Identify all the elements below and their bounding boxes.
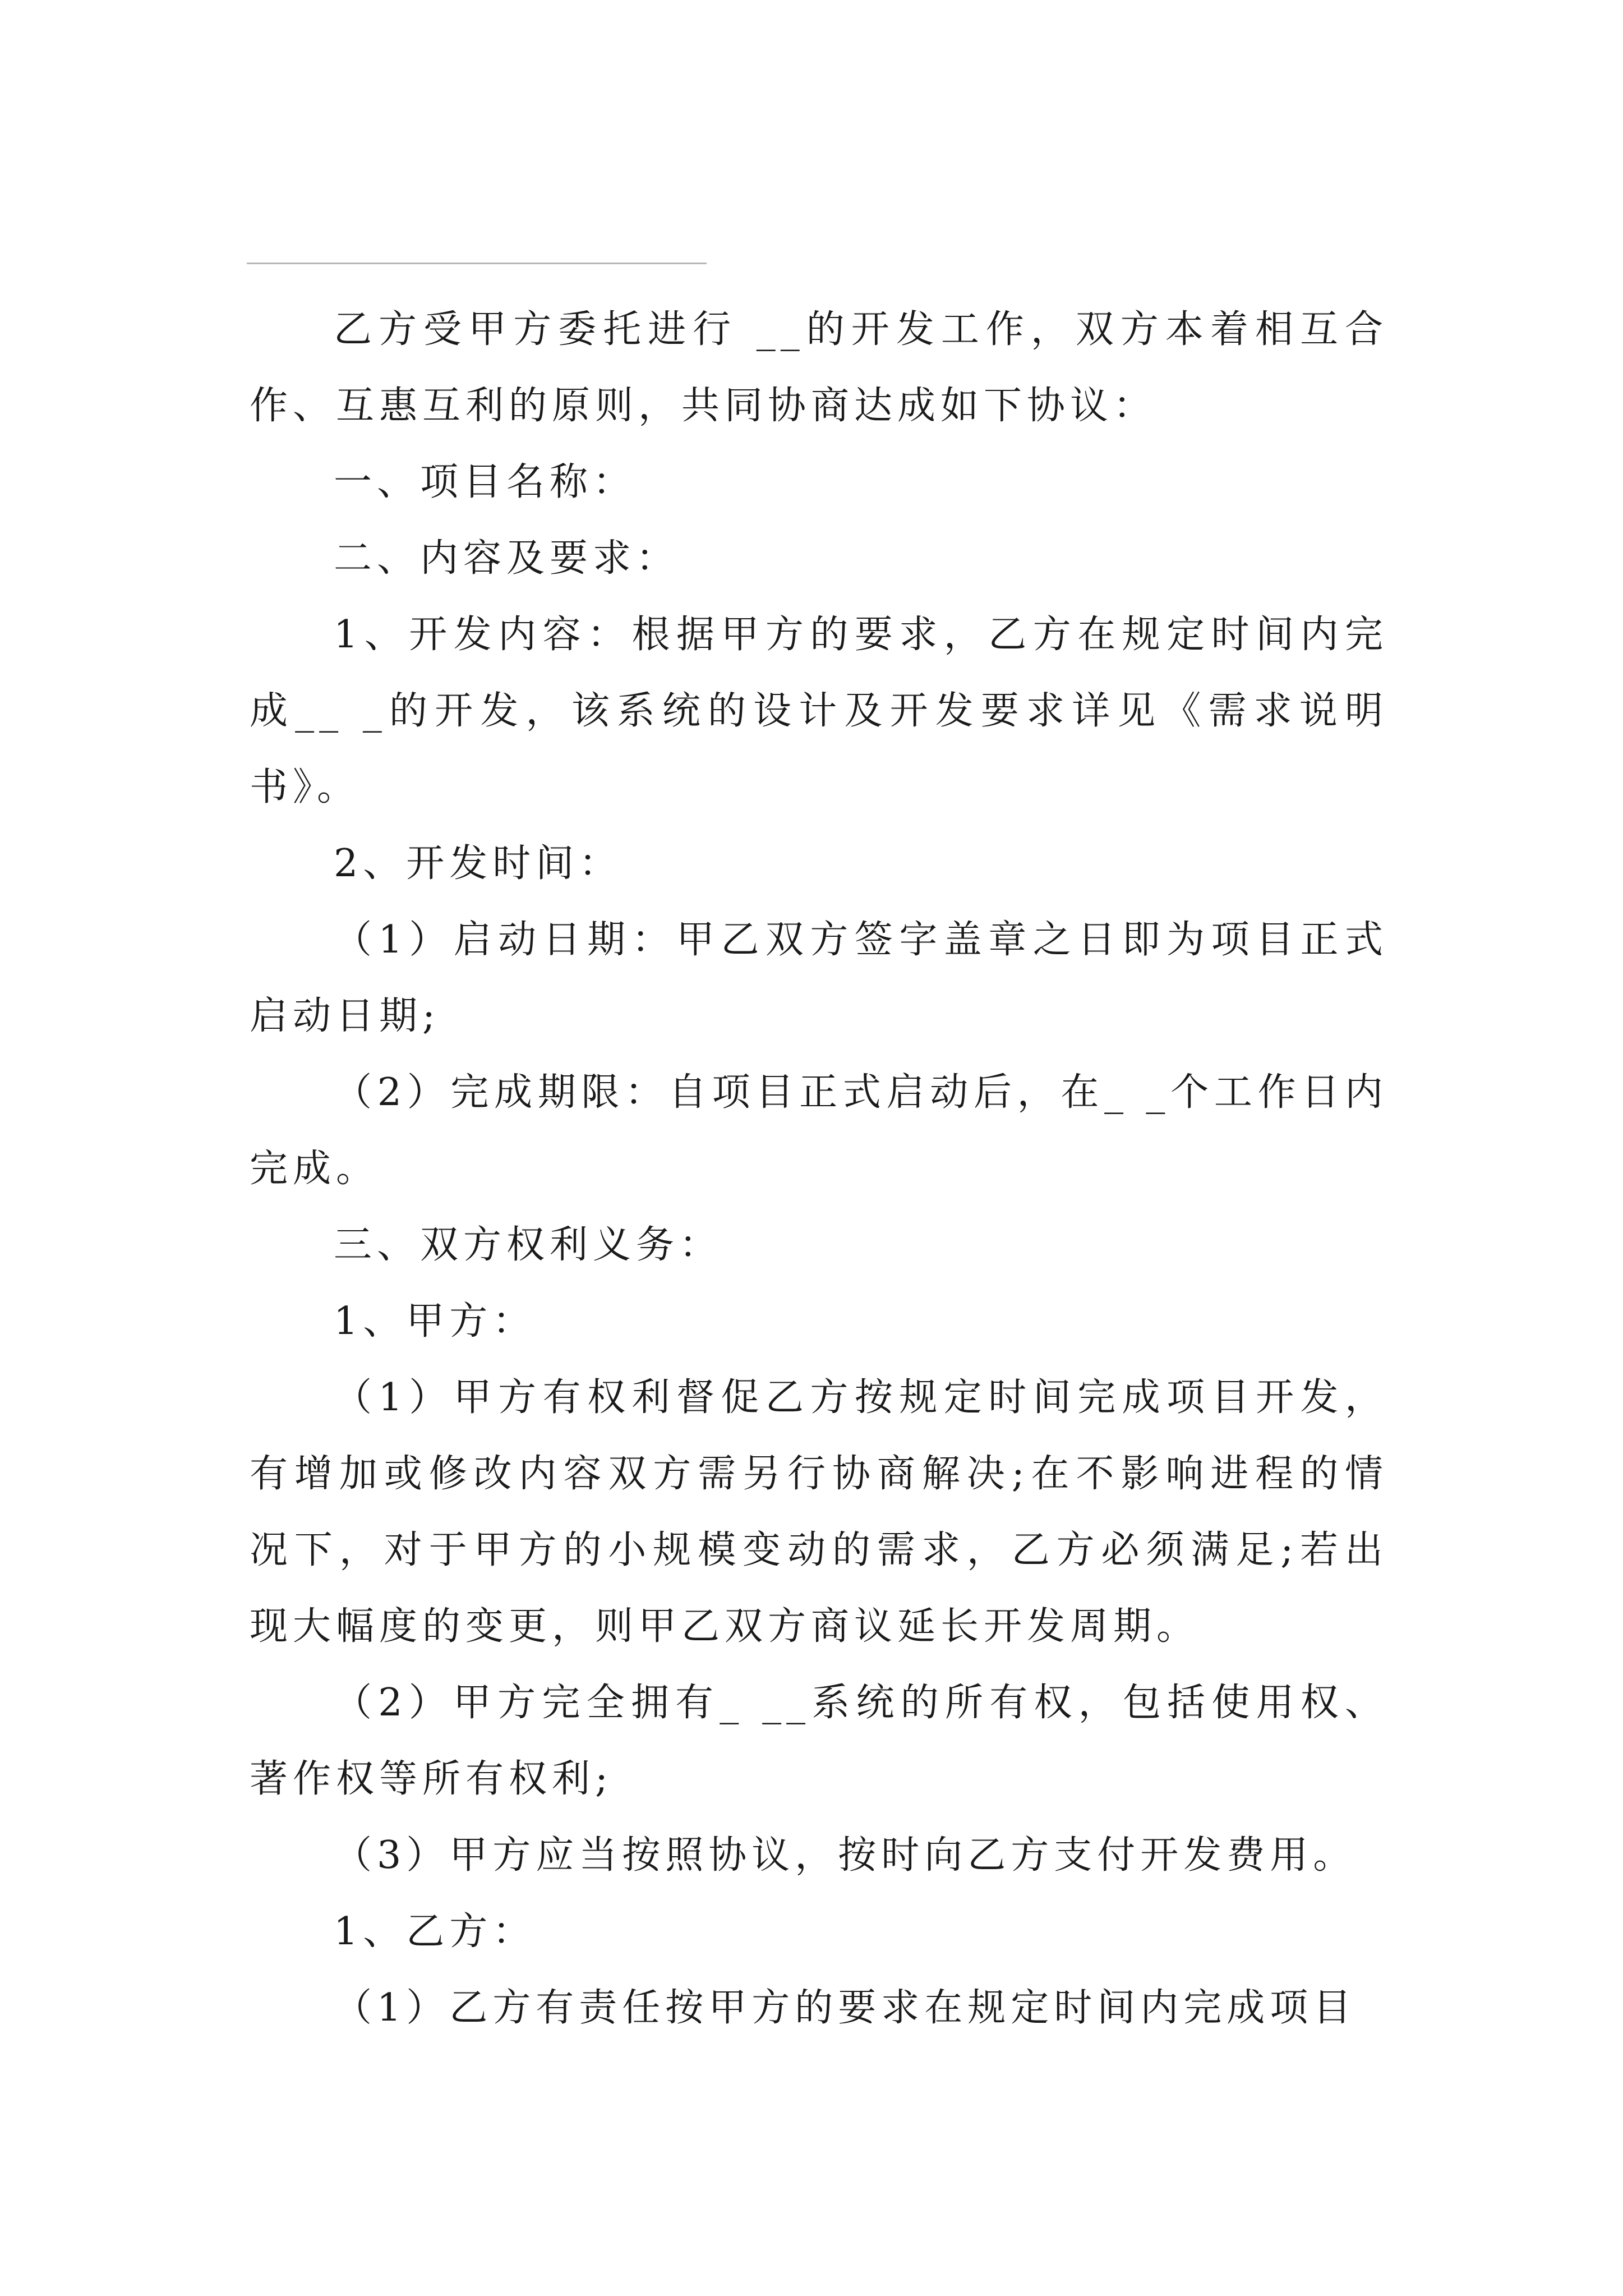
clause-party-a-item-1: （1）甲方有权利督促乙方按规定时间完成项目开发，有增加或修改内容双方需另行协商解决;在不影响进程的情况下，对于甲方的小规模变动的需求，乙方必须满足;若出现大幅度的变更，则甲乙双方商议延长开发周期。 [250, 1375, 1388, 1649]
clause-completion-deadline: （2）完成期限：自项目正式启动后，在_ _个工作日内完成。 [250, 1070, 1388, 1191]
clause-party-b-item-1: （1）乙方有责任按甲方的要求在规定时间内完成项目 [334, 1986, 1357, 2030]
header-rule [247, 263, 707, 264]
section-rights-obligations: 三、双方权利义务： [334, 1223, 723, 1267]
clause-party-a-item-2: （2）甲方完全拥有_ __系统的所有权，包括使用权、著作权等所有权利; [250, 1681, 1388, 1801]
clause-party-a: 1、甲方： [334, 1299, 536, 1343]
clause-party-a-item-3: （3）甲方应当按照协议，按时向乙方支付开发费用。 [334, 1833, 1357, 1878]
clause-start-date: （1）启动日期：甲乙双方签字盖章之日即为项目正式启动日期; [250, 918, 1388, 1038]
document-body [250, 292, 1388, 2046]
clause-development-content: 1、开发内容：根据甲方的要求，乙方在规定时间内完成__ _的开发，该系统的设计及开发要求详见《需求说明书》。 [250, 613, 1388, 809]
section-project-name: 一、项目名称： [334, 460, 637, 504]
intro-paragraph: 乙方受甲方委托进行 __的开发工作，双方本着相互合作、互惠互利的原则，共同协商达成如下协议： [250, 307, 1388, 428]
clause-development-time: 2、开发时间： [334, 841, 623, 886]
section-content-requirements: 二、内容及要求： [334, 536, 680, 581]
clause-party-b: 1、乙方： [334, 1910, 536, 1954]
